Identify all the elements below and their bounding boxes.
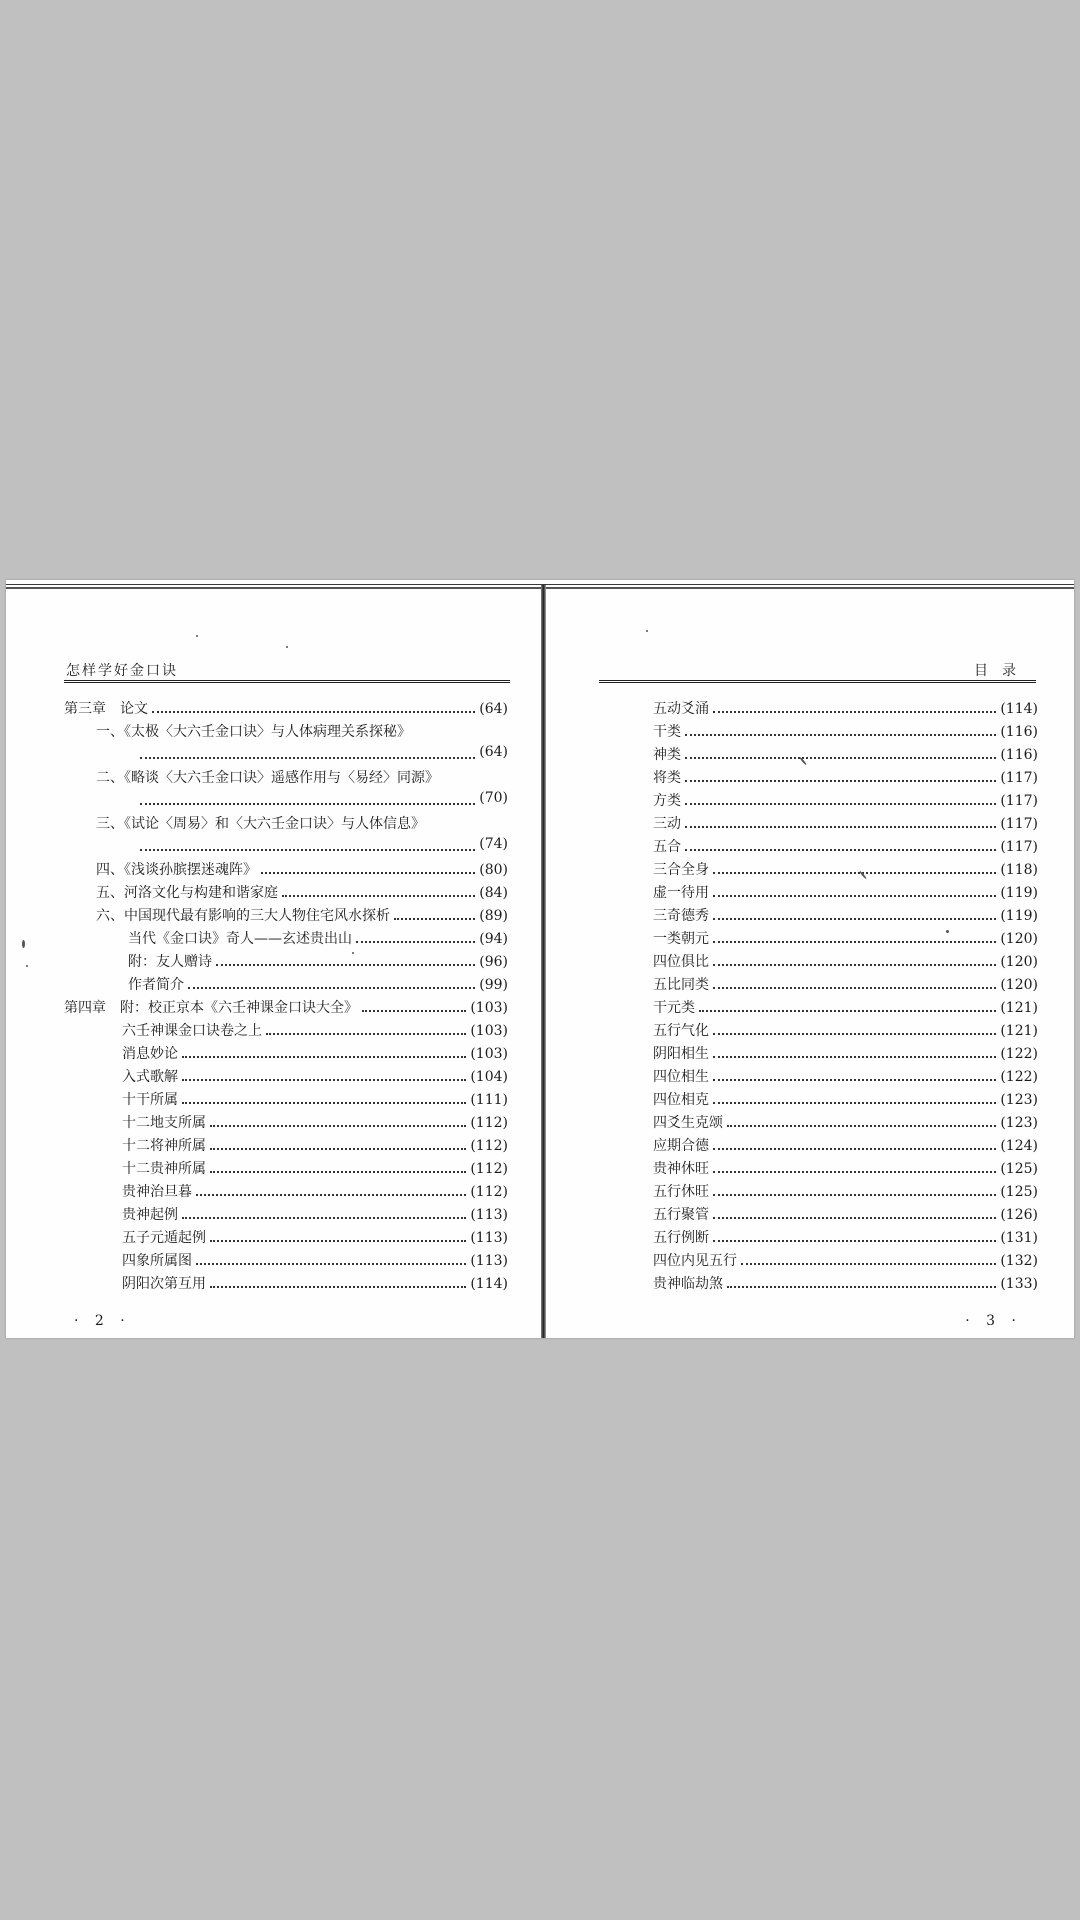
toc-entry-page: (64) (479, 744, 508, 760)
toc-entry (653, 882, 1038, 905)
toc-entry-title: 五子元遁起例 (122, 1230, 206, 1246)
toc-entry-title: 将类 (653, 770, 681, 786)
toc-entry-title: 五行聚管 (653, 1207, 709, 1223)
toc-entry (64, 1020, 508, 1043)
header-rule (64, 680, 510, 683)
toc-entry (653, 1250, 1038, 1273)
toc-entry-page: (118) (1000, 862, 1038, 878)
dot-leader (685, 757, 996, 759)
book-spine (541, 585, 546, 1338)
toc-entry (64, 767, 508, 790)
toc-entry-title: 第四章 附：校正京本《六壬神课金口诀大全》 (64, 1000, 358, 1016)
dot-leader (713, 1171, 996, 1173)
toc-entry-page: (74) (479, 836, 508, 852)
toc-entry-title: 当代《金口诀》奇人——玄述贵出山 (128, 931, 352, 947)
toc-entry (653, 1135, 1038, 1158)
left-page (6, 580, 536, 1338)
toc-entry-page: (89) (479, 908, 508, 924)
page-number: · 2 · (74, 1313, 131, 1329)
toc-entry-page: (112) (470, 1115, 508, 1131)
toc-entry-title: 四位俱比 (653, 954, 709, 970)
dot-leader (713, 1033, 996, 1035)
toc-entry (653, 721, 1038, 744)
toc-entry (653, 1066, 1038, 1089)
toc-entry (653, 1204, 1038, 1227)
toc-entry-page: (121) (1000, 1000, 1038, 1016)
toc-entry (64, 1273, 508, 1296)
dot-leader (727, 1286, 996, 1288)
toc-entry-title: 五行休旺 (653, 1184, 709, 1200)
toc-entry-title: 十二将神所属 (122, 1138, 206, 1154)
toc-entry (64, 859, 508, 882)
dot-leader (713, 1056, 996, 1058)
toc-entry (64, 1158, 508, 1181)
toc-entry-page: (112) (470, 1138, 508, 1154)
toc-entry-page: (99) (479, 977, 508, 993)
toc-entry (653, 905, 1038, 928)
running-head-title: 怎样学好金口诀 (66, 663, 178, 679)
dot-leader (699, 1010, 996, 1012)
dot-leader (216, 964, 475, 966)
toc-entry (64, 997, 508, 1020)
toc-entry (64, 1227, 508, 1250)
toc-entry-title: 三动 (653, 816, 681, 832)
header-rule (599, 680, 1036, 683)
toc-entry-page: (113) (470, 1230, 508, 1246)
toc-entry-page: (64) (479, 701, 508, 717)
dot-leader (713, 1079, 996, 1081)
toc-entry (653, 1227, 1038, 1250)
toc-entry (64, 698, 508, 721)
toc-entry-page: (70) (479, 790, 508, 806)
dot-leader (210, 1171, 466, 1173)
toc-entry-title: 贵神治旦暮 (122, 1184, 192, 1200)
scan-speck (22, 940, 25, 948)
toc-entry-title: 三、《试论〈周易〉和〈大六壬金口诀〉与人体信息》 (96, 816, 425, 832)
toc-entry-page: (113) (470, 1207, 508, 1223)
toc-entry (64, 1066, 508, 1089)
toc-entry (653, 1158, 1038, 1181)
toc-entry (64, 744, 508, 767)
toc-entry-title: 消息妙论 (122, 1046, 178, 1062)
dot-leader (394, 918, 475, 920)
toc-entry (64, 1204, 508, 1227)
dot-leader (210, 1125, 466, 1127)
dot-leader (196, 1194, 466, 1196)
dot-leader (685, 826, 996, 828)
toc-entry-page: (121) (1000, 1023, 1038, 1039)
toc-entry-title: 一类朝元 (653, 931, 709, 947)
dot-leader (713, 1240, 996, 1242)
toc-entry (64, 882, 508, 905)
toc-entry-page: (112) (470, 1161, 508, 1177)
toc-entry-page: (117) (1000, 770, 1038, 786)
toc-entry-title: 五合 (653, 839, 681, 855)
dot-leader (713, 1148, 996, 1150)
toc-entry-page: (120) (1000, 977, 1038, 993)
running-head-contents: 目录 (974, 663, 1030, 679)
toc-entry (653, 1181, 1038, 1204)
toc-entry-title: 四位相生 (653, 1069, 709, 1085)
toc-entry-title: 十干所属 (122, 1092, 178, 1108)
toc-entry (64, 836, 508, 859)
toc-entry (653, 859, 1038, 882)
toc-entry (653, 813, 1038, 836)
toc-entry-page: (103) (470, 1023, 508, 1039)
toc-entry-title: 四象所属图 (122, 1253, 192, 1269)
toc-entry (653, 790, 1038, 813)
dot-leader (140, 803, 475, 805)
toc-entry (64, 790, 508, 813)
scan-speck (286, 646, 288, 648)
dot-leader (713, 941, 996, 943)
dot-leader (713, 964, 996, 966)
toc-entry (64, 1181, 508, 1204)
toc-entry-page: (123) (1000, 1115, 1038, 1131)
dot-leader (182, 1056, 466, 1058)
toc-entry-page: (119) (1000, 908, 1038, 924)
toc-entry-page: (117) (1000, 793, 1038, 809)
toc-list-right (653, 698, 1038, 1296)
dot-leader (713, 711, 996, 713)
toc-entry-page: (125) (1000, 1184, 1038, 1200)
scan-speck (196, 635, 198, 637)
toc-entry-title: 阴阳相生 (653, 1046, 709, 1062)
toc-entry (653, 997, 1038, 1020)
toc-entry-title: 方类 (653, 793, 681, 809)
toc-entry (653, 1112, 1038, 1135)
toc-entry-page: (103) (470, 1046, 508, 1062)
toc-entry (64, 1112, 508, 1135)
toc-entry-page: (123) (1000, 1092, 1038, 1108)
toc-entry-title: 三奇德秀 (653, 908, 709, 924)
toc-entry (64, 1043, 508, 1066)
toc-entry (653, 974, 1038, 997)
toc-entry-page: (80) (479, 862, 508, 878)
toc-entry-page: (131) (1000, 1230, 1038, 1246)
toc-entry-title: 十二贵神所属 (122, 1161, 206, 1177)
dot-leader (282, 895, 475, 897)
toc-entry (64, 1135, 508, 1158)
dot-leader (182, 1217, 466, 1219)
toc-entry-page: (132) (1000, 1253, 1038, 1269)
toc-entry-page: (119) (1000, 885, 1038, 901)
toc-entry-page: (120) (1000, 954, 1038, 970)
toc-entry-page: (114) (470, 1276, 508, 1292)
toc-entry-title: 五行气化 (653, 1023, 709, 1039)
toc-entry-title: 五行例断 (653, 1230, 709, 1246)
toc-entry-page: (125) (1000, 1161, 1038, 1177)
toc-entry-title: 三合全身 (653, 862, 709, 878)
dot-leader (685, 734, 996, 736)
dot-leader (727, 1125, 996, 1127)
toc-entry-title: 二、《略谈〈大六壬金口诀〉遥感作用与〈易经〉同源》 (96, 770, 439, 786)
toc-entry-title: 四位内见五行 (653, 1253, 737, 1269)
toc-entry-page: (124) (1000, 1138, 1038, 1154)
toc-entry (64, 905, 508, 928)
toc-entry-title: 五动爻涌 (653, 701, 709, 717)
toc-entry (64, 1089, 508, 1112)
toc-entry (653, 836, 1038, 859)
toc-entry-page: (104) (470, 1069, 508, 1085)
toc-entry-page: (117) (1000, 816, 1038, 832)
toc-entry-title: 四、《浅谈孙膑摆迷魂阵》 (96, 862, 257, 878)
dot-leader (713, 987, 996, 989)
toc-entry-title: 十二地支所属 (122, 1115, 206, 1131)
toc-entry-title: 六壬神课金口诀卷之上 (122, 1023, 262, 1039)
dot-leader (196, 1263, 466, 1265)
toc-entry (64, 721, 508, 744)
dot-leader (182, 1102, 466, 1104)
toc-entry (653, 698, 1038, 721)
toc-entry-title: 第三章 论文 (64, 701, 148, 717)
toc-entry-page: (114) (1000, 701, 1038, 717)
dot-leader (188, 987, 475, 989)
toc-entry (64, 951, 508, 974)
toc-entry-title: 干元类 (653, 1000, 695, 1016)
toc-entry-title: 贵神休旺 (653, 1161, 709, 1177)
page-number: · 3 · (965, 1313, 1022, 1329)
dot-leader (261, 872, 475, 874)
dot-leader (362, 1010, 466, 1012)
toc-entry-title: 附：友人赠诗 (128, 954, 212, 970)
toc-entry (64, 928, 508, 951)
dot-leader (140, 849, 475, 851)
dot-leader (713, 918, 996, 920)
toc-entry (653, 767, 1038, 790)
dot-leader (182, 1079, 466, 1081)
toc-entry-page: (120) (1000, 931, 1038, 947)
toc-entry-page: (117) (1000, 839, 1038, 855)
toc-entry-page: (122) (1000, 1069, 1038, 1085)
book-spread (6, 580, 1074, 1338)
toc-entry-title: 四位相克 (653, 1092, 709, 1108)
toc-entry-page: (126) (1000, 1207, 1038, 1223)
scan-speck (26, 965, 28, 967)
toc-entry-title: 阴阳次第互用 (122, 1276, 206, 1292)
dot-leader (713, 895, 996, 897)
dot-leader (266, 1033, 466, 1035)
toc-entry-title: 五比同类 (653, 977, 709, 993)
scan-speck (946, 930, 949, 933)
toc-entry-title: 六、中国现代最有影响的三大人物住宅风水探析 (96, 908, 390, 924)
toc-entry (64, 974, 508, 997)
toc-entry-title: 贵神起例 (122, 1207, 178, 1223)
toc-entry-page: (122) (1000, 1046, 1038, 1062)
toc-entry-title: 入式歌解 (122, 1069, 178, 1085)
toc-entry-page: (116) (1000, 724, 1038, 740)
toc-entry (64, 1250, 508, 1273)
dot-leader (713, 1217, 996, 1219)
dot-leader (685, 849, 996, 851)
toc-entry-title: 一、《太极〈大六壬金口诀〉与人体病理关系探秘》 (96, 724, 411, 740)
dot-leader (713, 1102, 996, 1104)
toc-entry-title: 虚一待用 (653, 885, 709, 901)
toc-entry-page: (116) (1000, 747, 1038, 763)
dot-leader (210, 1240, 466, 1242)
dot-leader (210, 1286, 466, 1288)
dot-leader (713, 872, 996, 874)
dot-leader (210, 1148, 466, 1150)
toc-entry-page: (84) (479, 885, 508, 901)
dot-leader (140, 757, 475, 759)
toc-entry-page: (113) (470, 1253, 508, 1269)
toc-entry-page: (103) (470, 1000, 508, 1016)
toc-entry-title: 五、河洛文化与构建和谐家庭 (96, 885, 278, 901)
toc-entry-page: (133) (1000, 1276, 1038, 1292)
dot-leader (713, 1194, 996, 1196)
dot-leader (152, 711, 475, 713)
toc-entry (653, 1273, 1038, 1296)
toc-entry-title: 应期合德 (653, 1138, 709, 1154)
toc-entry-page: (112) (470, 1184, 508, 1200)
dot-leader (685, 780, 996, 782)
toc-entry-title: 干类 (653, 724, 681, 740)
toc-entry-page: (96) (479, 954, 508, 970)
toc-entry-title: 神类 (653, 747, 681, 763)
right-page (551, 580, 1074, 1338)
toc-entry (653, 744, 1038, 767)
toc-entry-page: (111) (470, 1092, 508, 1108)
dot-leader (741, 1263, 996, 1265)
dot-leader (356, 941, 475, 943)
toc-entry (653, 1020, 1038, 1043)
scan-speck (646, 630, 648, 632)
toc-entry-page: (94) (479, 931, 508, 947)
toc-entry (653, 1089, 1038, 1112)
toc-entry (653, 951, 1038, 974)
scan-speck (352, 952, 354, 954)
toc-list-left (64, 698, 508, 1296)
toc-entry (653, 928, 1038, 951)
toc-entry-title: 贵神临劫煞 (653, 1276, 723, 1292)
toc-entry-title: 四爻生克颂 (653, 1115, 723, 1131)
toc-entry-title: 作者简介 (128, 977, 184, 993)
toc-entry (653, 1043, 1038, 1066)
dot-leader (685, 803, 996, 805)
toc-entry (64, 813, 508, 836)
